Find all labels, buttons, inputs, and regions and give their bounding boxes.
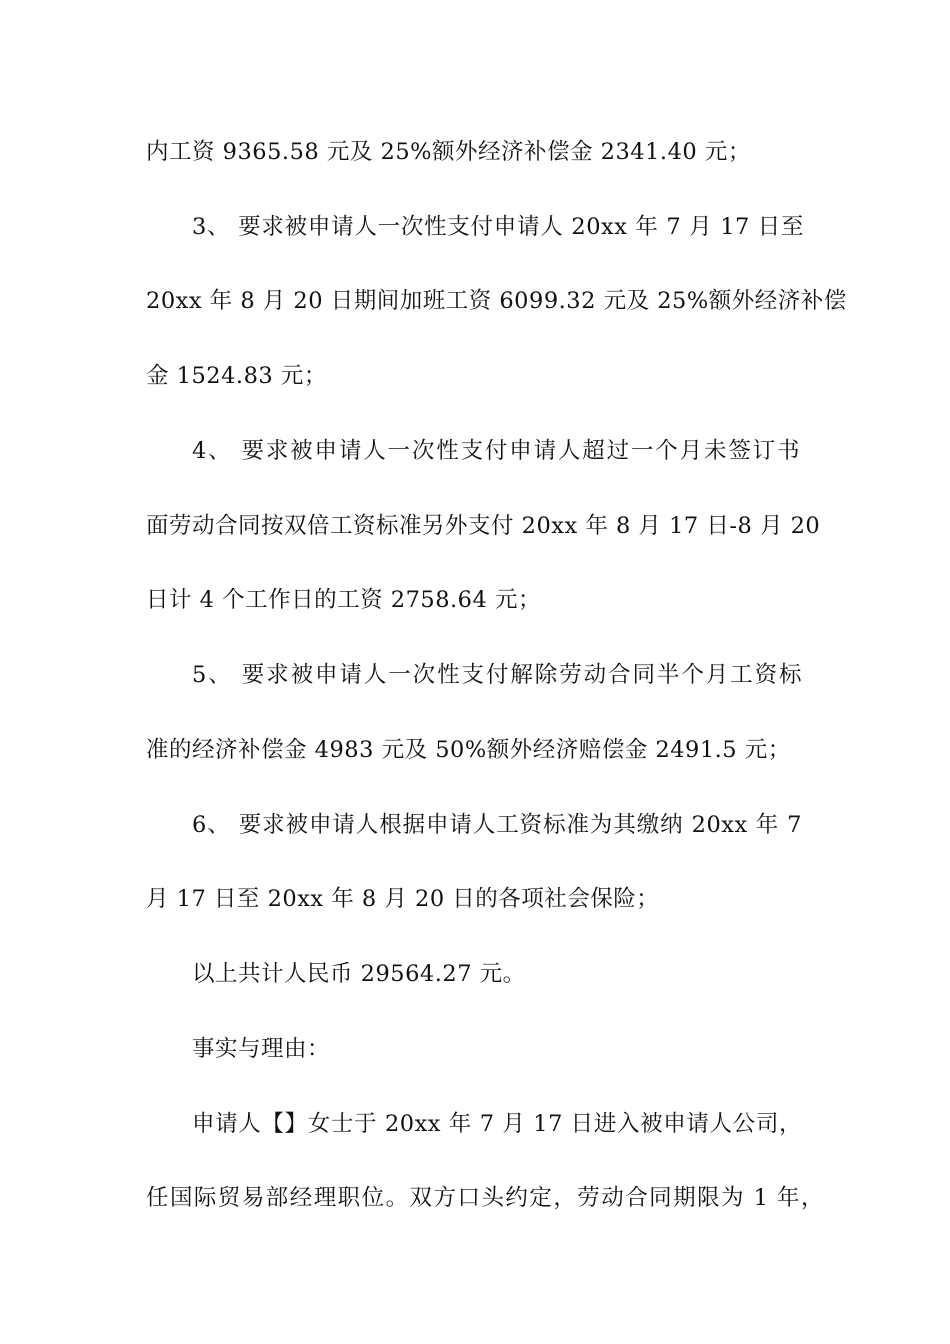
text-line: 日计 4 个工作日的工资 2758.64 元； [146,587,541,613]
text-line: 准的经济补偿金 4983 元及 50%额外经济赔偿金 2491.5 元； [146,737,791,763]
text-line: 金 1524.83 元； [146,363,327,389]
text-line: 3、 要求被申请人一次性支付申请人 20xx 年 7 月 17 日至 [192,214,804,240]
text-line: 6、 要求被申请人根据申请人工资标准为其缴纳 20xx 年 7 [192,812,802,838]
text-line: 任国际贸易部经理职位。双方口头约定，劳动合同期限为 1 年， [146,1185,824,1211]
text-line: 面劳动合同按双倍工资标准另外支付 20xx 年 8 月 17 日-8 月 20 [146,513,821,539]
text-line: 5、 要求被申请人一次性支付解除劳动合同半个月工资标 [192,662,802,688]
text-line: 20xx 年 8 月 20 日期间加班工资 6099.32 元及 25%额外经济补偿 [146,288,847,314]
text-line: 月 17 日至 20xx 年 8 月 20 日的各项社会保险； [146,886,660,912]
text-line: 事实与理由： [192,1036,331,1062]
text-line: 以上共计人民币 29564.27 元。 [192,961,526,987]
text-line: 申请人【】女士于 20xx 年 7 月 17 日进入被申请人公司， [192,1111,802,1137]
text-line: 4、 要求被申请人一次性支付申请人超过一个月未签订书 [192,438,800,464]
text-line: 内工资 9365.58 元及 25%额外经济补偿金 2341.40 元； [146,139,751,165]
